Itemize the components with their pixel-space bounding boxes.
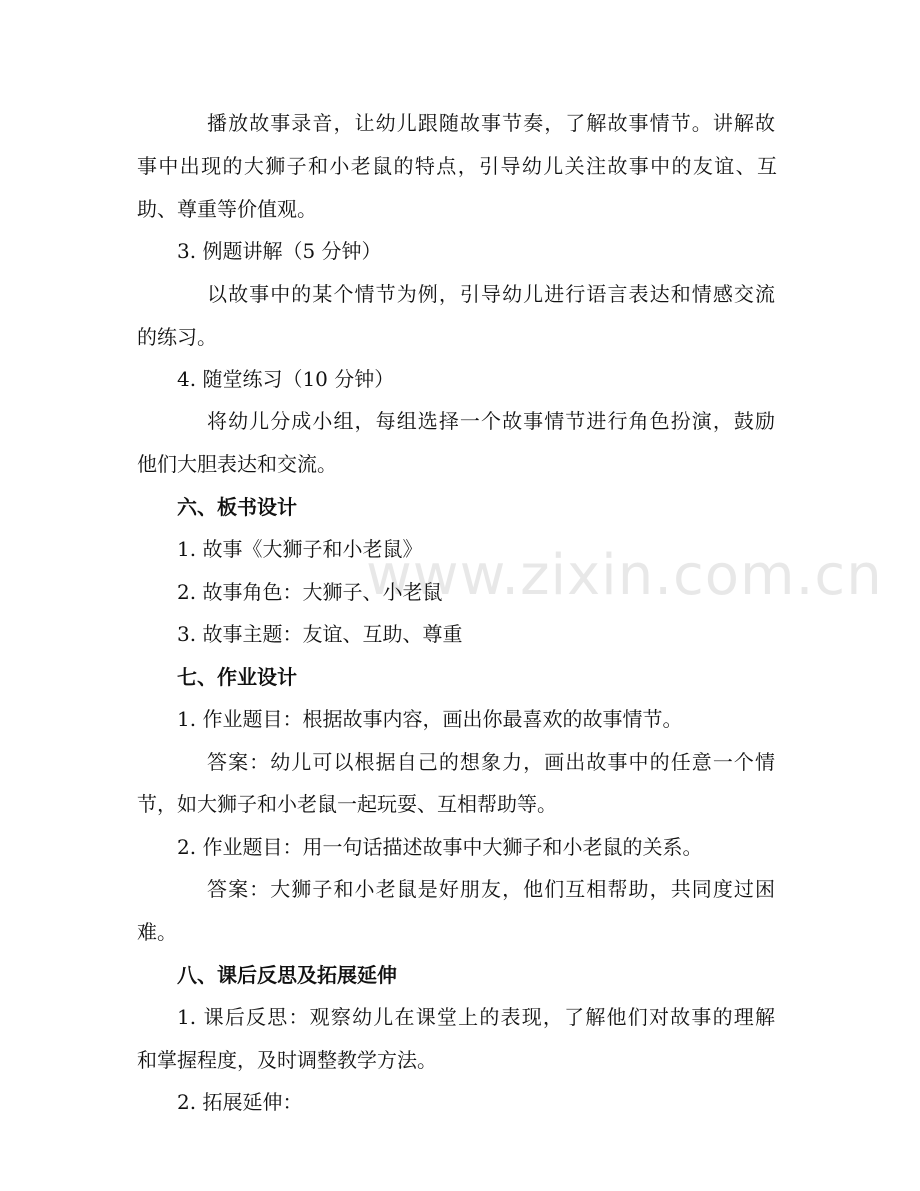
- paragraph-line: 的练习。: [137, 325, 217, 349]
- paragraph-line: 和掌握程度，及时调整教学方法。: [137, 1048, 437, 1072]
- paragraph-line: 事中出现的大狮子和小老鼠的特点，引导幼儿关注故事中的友谊、互: [137, 154, 777, 178]
- paragraph-line: 答案：幼儿可以根据自己的想象力，画出故事中的任意一个情: [207, 750, 775, 774]
- section-heading: 六、板书设计: [177, 495, 297, 519]
- watermark: www.zixin.com.cn: [366, 543, 883, 608]
- list-item: 3. 例题讲解（5 分钟）: [177, 239, 382, 263]
- paragraph-line: 答案：大狮子和小老鼠是好朋友，他们互相帮助，共同度过困: [207, 877, 775, 901]
- paragraph-line: 助、尊重等价值观。: [137, 197, 317, 221]
- list-item: 2. 故事角色：大狮子、小老鼠: [177, 580, 443, 604]
- list-item: 4. 随堂练习（10 分钟）: [177, 367, 395, 391]
- paragraph-line: 难。: [137, 920, 177, 944]
- list-item: 3. 故事主题：友谊、互助、尊重: [177, 622, 463, 646]
- list-item: 1. 课后反思：观察幼儿在课堂上的表现，了解他们对故事的理解: [177, 1005, 775, 1029]
- paragraph-line: 节，如大狮子和小老鼠一起玩耍、互相帮助等。: [137, 792, 557, 816]
- list-item: 2. 拓展延伸：: [177, 1090, 303, 1114]
- list-item: 2. 作业题目：用一句话描述故事中大狮子和小老鼠的关系。: [177, 835, 703, 859]
- paragraph-line: 他们大胆表达和交流。: [137, 452, 337, 476]
- section-heading: 七、作业设计: [177, 665, 297, 689]
- paragraph-line: 将幼儿分成小组，每组选择一个故事情节进行角色扮演，鼓励: [207, 409, 775, 433]
- list-item: 1. 故事《大狮子和小老鼠》: [177, 537, 423, 561]
- list-item: 1. 作业题目：根据故事内容，画出你最喜欢的故事情节。: [177, 707, 683, 731]
- paragraph-line: 以故事中的某个情节为例，引导幼儿进行语言表达和情感交流: [207, 282, 775, 306]
- section-heading: 八、课后反思及拓展延伸: [177, 963, 397, 987]
- paragraph-line: 播放故事录音，让幼儿跟随故事节奏，了解故事情节。讲解故: [207, 111, 775, 135]
